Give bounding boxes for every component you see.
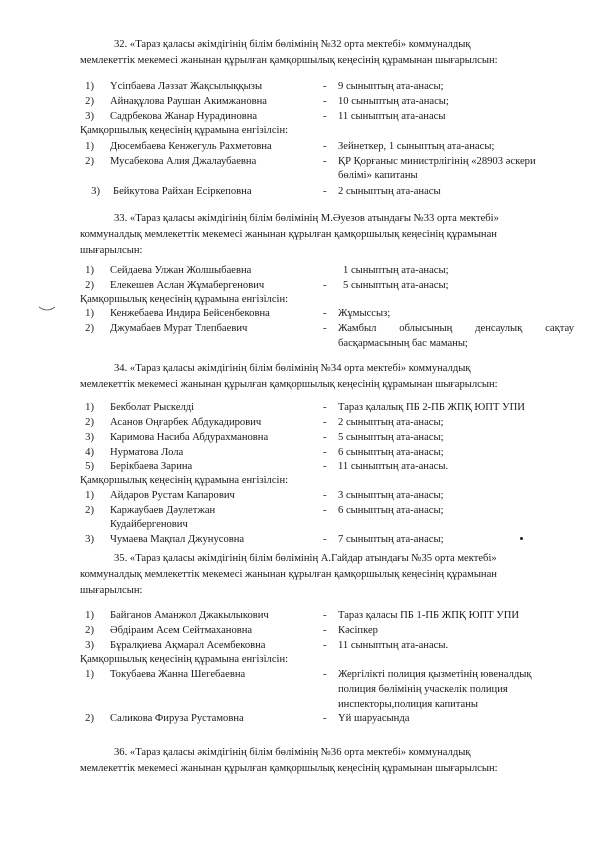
member-name: Саликова Фируза Рустамовна [110,713,244,724]
added-label: Қамқоршылық кеңесінің құрамына енгізілсін: [80,654,289,665]
heading-line: 35. «Тараз қаласы әкімдігінің білім бөлімінің А.Гайдар атындағы №35 орта мектебі» [114,553,497,564]
member-name: Каржаубаев Дәулетжан [110,505,216,516]
member-role: 2 сыныптың ата-анасы; [338,417,444,428]
member-name: Айдаров Рустам Капарович [110,490,235,501]
member-role: 2 сыныптың ата-анасы [338,186,441,197]
added-label: Қамқоршылық кеңесінің құрамына енгізілсін: [80,475,289,486]
heading-line: мемлекеттік мекемесі жанынан құрылған қамқоршылық кеңесінің құрамынан шығарылсын: [80,763,498,774]
member-role: Жұмыссыз; [338,308,391,319]
member-name: Токубаева Жанна Шегебаевна [110,669,246,680]
member-name: Айнақұлова Раушан Акимжановна [110,96,267,107]
member-role: 5 сыныптың ата-анасы; [338,432,444,443]
section-33-heading [80,211,550,259]
member-role: 7 сыныптың ата-анасы; [338,534,444,545]
heading-line: коммуналдық мемлекеттік мекемесі жанынан құрылған қамқоршылық кеңесінің құрамынан [80,229,497,240]
member-name: Садрбекова Жанар Нурадиновна [110,111,258,122]
member-role: 11 сыныптың ата-анасы [338,111,446,122]
member-role: Зейнеткер, 1 сыныптың ата-анасы; [338,141,495,152]
member-name: Джумабаев Мурат Тлепбаевич [110,323,248,334]
heading-line: шығарылсын: [80,585,143,596]
member-name: Бұралқиева Ақмарал Асембековна [110,640,266,651]
heading-line: 32. «Тараз қаласы әкімдігінің білім бөлімінің №32 орта мектебі» коммуналдық [114,39,471,50]
member-name: Кенжебаева Индира Бейсенбековна [110,308,270,319]
added-label: Қамқоршылық кеңесінің құрамына енгізілсін: [80,125,289,136]
member-name: Сейдаева Улжан Жолшыбаевна [110,265,252,276]
member-role: 1 сыныптың ата-анасы; [343,265,449,276]
member-name: Дюсембаева Кенжегуль Рахметовна [110,141,272,152]
member-name: Байганов Аманжол Джакылыкович [110,610,269,621]
member-role: 3 сыныптың ата-анасы; [338,490,444,501]
heading-line: 36. «Тараз қаласы әкімдігінің білім бөлімінің №36 орта мектебі» коммуналдық [114,747,471,758]
member-name: Бейкутова Райхан Есіркеповна [113,186,252,197]
heading-line: мемлекеттік мекемесі жанынан құрылған қамқоршылық кеңесінің құрамынан шығарылсын: [80,379,498,390]
member-name: Асанов Оңғарбек Абдукадирович [110,417,262,428]
member-role: Тараз қаласы ПБ 1-ПБ ЖПҚ ЮПТ УПИ [338,610,520,621]
member-role: 11 сыныптың ата-анасы. [338,461,449,472]
member-name: Берікбаева Зарина [110,461,193,472]
member-name: Әбдіраим Асем Сейтмахановна [110,625,253,636]
member-role: 6 сыныптың ата-анасы; [338,447,444,458]
member-name: Мусабекова Алия Джалаубаевна [110,156,257,167]
heading-line: мемлекеттік мекемесі жанынан құрылған қамқоршылық кеңесінің құрамынан шығарылсын: [80,55,498,66]
member-role: ҚР Қорғаныс министрлігінің «28903 әскери [338,156,536,167]
member-name: Каримова Насиба Абдурахмановна [110,432,269,443]
member-role: 5 сыныптың ата-анасы; [343,280,449,291]
heading-line: 33. «Тараз қаласы әкімдігінің білім бөлімінің М.Әуезов атындағы №33 орта мектебі» [114,213,499,224]
section-34-heading [80,361,550,393]
document-page: 32. «Тараз қаласы әкімдігінің білім бөлімінің №32 орта мектебі» коммуналдық мемлекеттік мекемесі жанынан құрылған қамқоршылық кеңесінің құрамынан шығарылсын: 1) Үсіпбаева Ләззат Жақсылыққызы - 9 сыныптың ата-анасы; 2) Айнақұлова Раушан Акимжановна - 10 сыныптың ата-анасы; 3) Садрбекова Жанар Нурадиновна - 11 сыныптың ата-анасы Қамқоршылық кеңесінің құрамына енгізілсін: 1) Дюсембаева Кенжегуль Рахметовна - Зейнеткер, 1 сыныптың ата-анасы; 2) Мусабекова Алия Джалаубаевна - ҚР Қорғаныс министрлігінің «28903 әскери бөлімі» капитаны 3) Бейкутова Райхан Есіркеповна - 2 сыныптың ата-анасы 33. «Тараз қаласы әкімдігінің білім бөлімінің М.Әуезов атындағы №33 орта мектебі» коммуналдық мемлекеттік мекемесі жанынан құрылған қамқоршылық кеңесінің құрамынан шығарылсын: 1) Сейдаева Улжан Жолшыбаевна 1 сыныптың ата-анасы; 2) Елекешев Аслан Жұмабергенович - 5 сыныптың ата-анасы; Қамқоршылық кеңесінің құрамына енгізілсін: 1) Кенжебаева Индира Бейсенбековна - Жұмыссыз; 2) Джумабаев Мурат Тлепбаевич - Жамбыл облысының денсаулық сақтау басқармасының бас маманы; 34. «Тараз қаласы әкімдігінің білім бөлімінің №34 орта мектебі» коммуналдық мемлекеттік мекемесі жанынан құрылған қамқоршылық кеңесінің құрамынан шығарылсын: 1) Бекболат Рыскелді - Тараз қалалық ПБ 2-ПБ ЖПҚ ЮПТ УПИ 2) Асанов Оңғарбек Абдукадирович - 2 сыныптың ата-анасы; 3) Каримова Насиба Абдурахмановна - 5 сыныптың ата-анасы; 4) Нурматова Лола - 6 сыныптың ата-анасы; 5) Берікбаева Зарина - 11 сыныптың ата-анасы. Қамқоршылық кеңесінің құрамына енгізілсін: 1) Айдаров Рустам Капарович - 3 сыныптың ата-анасы; 2) Каржаубаев Дәулетжан - 6 сыныптың ата-анасы; Кудайбергенович 3) Чумаева Мақпал Джунусовна - 7 сыныптың ата-анасы; 35. «Тараз қаласы әкімдігінің білім бөлімінің А.Гайдар атындағы №35 орта мектебі» коммуналдық мемлекеттік мекемесі жанынан құрылған қамқоршылық кеңесінің құрамынан шығарылсын: 1) Байганов Аманжол Джакылыкович - Тараз қаласы ПБ 1-ПБ ЖПҚ ЮПТ УПИ 2) Әбдіраим Асем Сейтмахановна - Кәсіпкер 3) Бұралқиева Ақмарал Асембековна - 11 сыныптың ата-анасы. Қамқоршылық кеңесінің құрамына енгізілсін: 1) Токубаева Жанна Шегебаевна - Жергілікті полиция қызметінің ювеналдық полиция бөлімінің учаскелік полиция инспекторы,полиция капитаны 2) Саликова Фируза Рустамовна - Үй шаруасында 36. «Тараз қаласы әкімдігінің білім бөлімінің №36 орта мектебі» коммуналдық мемлекеттік мекемесі жанынан құрылған қамқоршылық кеңесінің құрамынан шығарылсын: [0,0,601,850]
heading-line: 34. «Тараз қаласы әкімдігінің білім бөлімінің №34 орта мектебі» коммуналдық [114,363,471,374]
section-32-heading [80,37,550,69]
heading-line: шығарылсын: [80,245,143,256]
member-name: Чумаева Мақпал Джунусовна [110,534,245,545]
member-role: 6 сыныптың ата-анасы; [338,505,444,516]
member-name: Бекболат Рыскелді [110,402,195,413]
member-name: Елекешев Аслан Жұмабергенович [110,280,265,291]
scan-dot [520,537,523,540]
member-name: Нурматова Лола [110,447,184,458]
section-36-heading [80,745,550,777]
member-role: 10 сыныптың ата-анасы; [338,96,449,107]
section-35-heading [80,551,550,599]
member-role: Жергілікті полиция қызметінің ювеналдық [338,669,532,680]
heading-line: коммуналдық мемлекеттік мекемесі жанынан құрылған қамқоршылық кеңесінің құрамынан [80,569,497,580]
member-role: 11 сыныптың ата-анасы. [338,640,449,651]
added-label: Қамқоршылық кеңесінің құрамына енгізілсін: [80,294,289,305]
member-role: Жамбыл облысының денсаулық сақтау [338,323,574,334]
member-role: 9 сыныптың ата-анасы; [338,81,444,92]
member-role: Кәсіпкер [338,625,378,636]
member-role: Тараз қалалық ПБ 2-ПБ ЖПҚ ЮПТ УПИ [338,402,525,413]
member-role: Үй шаруасында [338,713,410,724]
member-name: Үсіпбаева Ләззат Жақсылыққызы [110,81,263,92]
scan-mark [38,304,56,314]
